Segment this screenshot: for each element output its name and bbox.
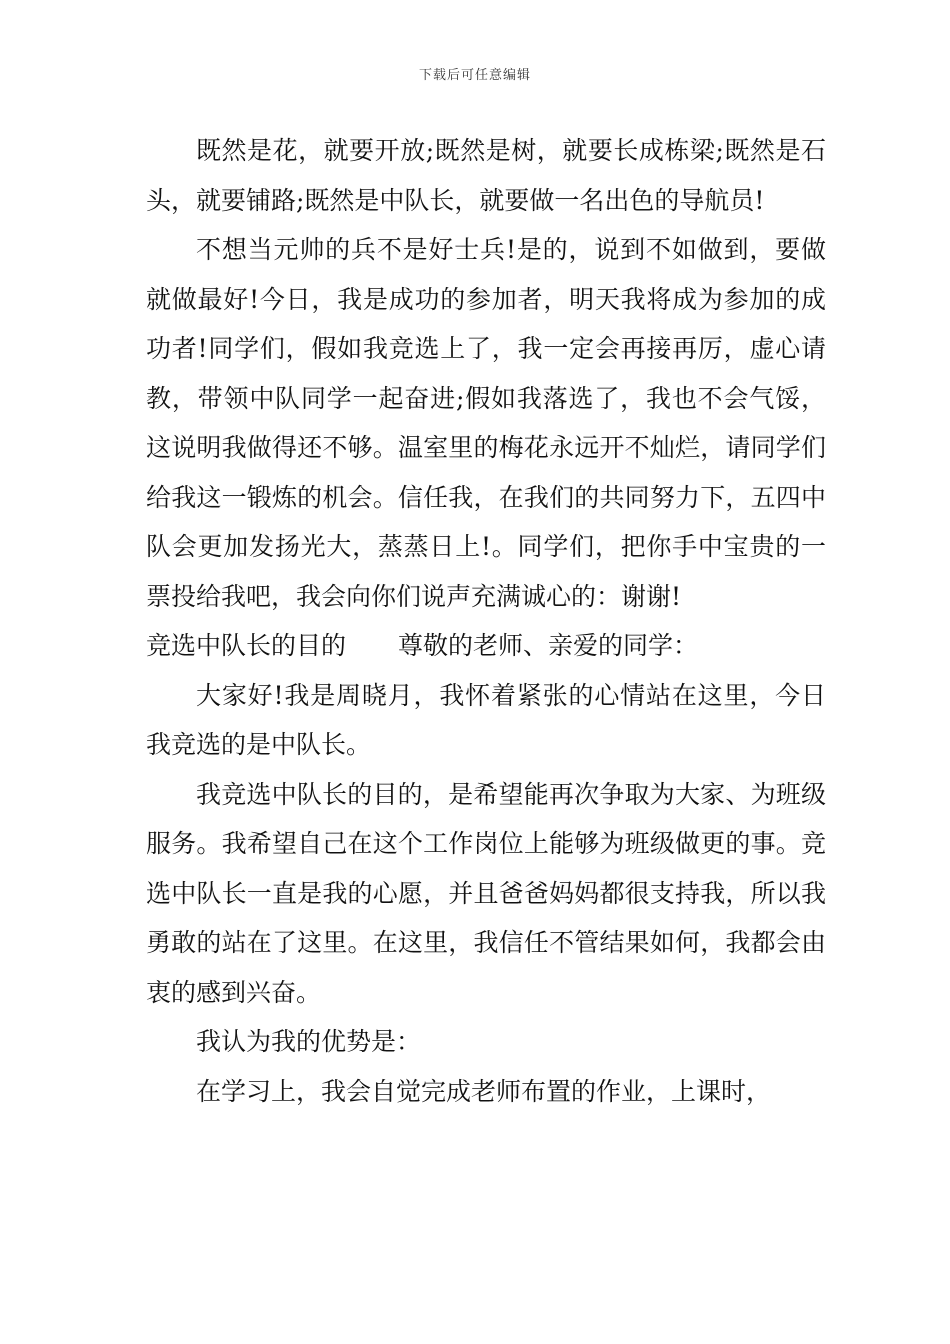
section-heading-line	[146, 621, 826, 671]
document-body	[146, 126, 826, 1116]
paragraph: 在学习上，我会自觉完成老师布置的作业，上课时，	[196, 1076, 772, 1106]
paragraph: 既然是花，就要开放;既然是树，就要长成栋梁;既然是石头，就要铺路;既然是中队长，就要做一名出色的导航员!	[146, 136, 826, 215]
paragraph: 不想当元帅的兵不是好士兵!是的，说到不如做到，要做就做最好!今日，我是成功的参加者，明天我将成为参加的成功者!同学们，假如我竞选上了，我一定会再接再厉，虚心请教，带领中队同学一起奋进;假如我落选了，我也不会气馁，这说明我做得还不够。温室里的梅花永远开不灿烂，请同学们给我这一锻炼的机会。信任我，在我们的共同努力下，五四中队会更加发扬光大，蒸蒸日上!。同学们，把你手中宝贵的一票投给我吧，我会向你们说声充满诚心的：谢谢!	[146, 235, 826, 611]
greeting: 尊敬的老师、亲爱的同学：	[398, 631, 699, 660]
section-title: 竞选中队长的目的	[146, 631, 347, 660]
paragraph: 我竞选中队长的目的，是希望能再次争取为大家、为班级服务。我希望自己在这个工作岗位上能够为班级做更的事。竞选中队长一直是我的心愿，并且爸爸妈妈都很支持我，所以我勇敢的站在了这里。在这里，我信任不管结果如何，我都会由衷的感到兴奋。	[146, 779, 826, 1007]
paragraph: 我认为我的优势是：	[196, 1027, 422, 1056]
paragraph: 大家好!我是周晓月，我怀着紧张的心情站在这里，今日我竞选的是中队长。	[146, 680, 826, 759]
page-header: 下载后可任意编辑	[418, 68, 531, 83]
